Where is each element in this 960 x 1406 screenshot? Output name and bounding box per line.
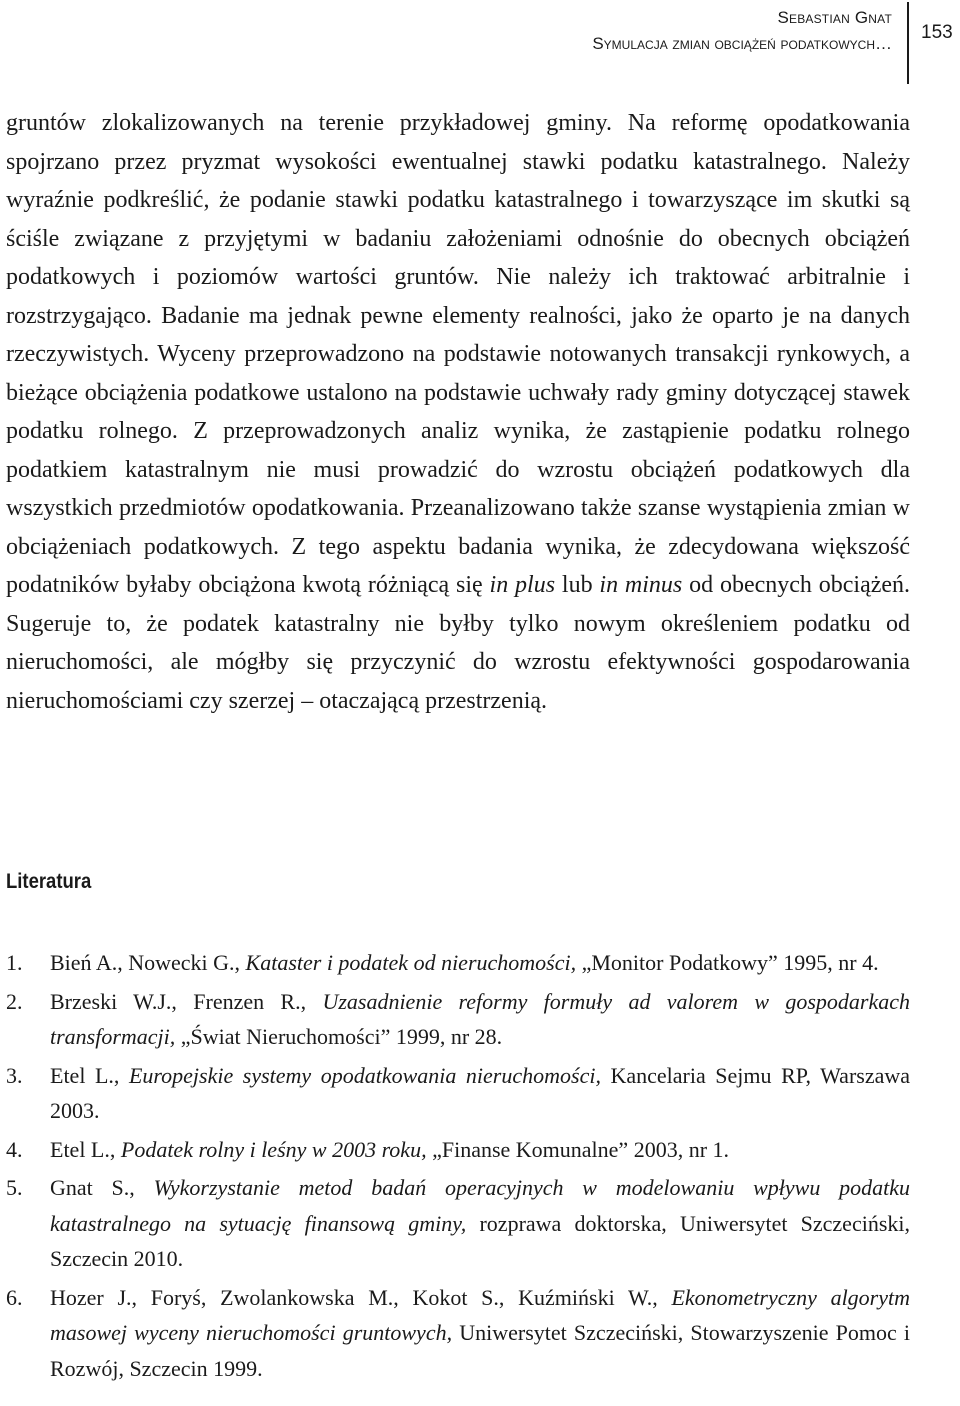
reference-item xyxy=(6,1058,910,1129)
reference-number: 2. xyxy=(6,988,23,1014)
reference-title: Ekonometryczny algorytm masowej wyceny nieruchomości gruntowych, xyxy=(50,1284,911,1345)
reference-authors: Etel L., xyxy=(50,1136,116,1162)
reference-source: „Finanse Komunalne” 2003, nr 1. xyxy=(432,1136,730,1162)
body-text-part-2: od obecnych obciążeń. Sugeruje to, że podatek katastralny nie byłby tylko nowym określeniem podatku od nieruchomości, ale mógłby się przyczynić do wzrostu efektywności gospodarowania nieruchomościami czy szerzej – otaczającą przestrzenią. xyxy=(6,572,911,714)
reference-number: 4. xyxy=(6,1136,23,1162)
reference-list xyxy=(6,945,910,1389)
reference-title: Europejskie systemy opodatkowania nieruchomości, xyxy=(128,1062,601,1088)
reference-authors: Brzeski W.J., Frenzen R., xyxy=(50,988,307,1014)
reference-source: rozprawa doktorska, Uniwersytet Szczeciński, Szczecin 2010. xyxy=(50,1210,910,1271)
body-text-lub: lub xyxy=(561,572,593,598)
term-in-minus: in minus xyxy=(599,572,683,598)
reference-number: 5. xyxy=(6,1175,23,1200)
reference-title: Podatek rolny i leśny w 2003 roku, xyxy=(120,1136,427,1162)
reference-authors: Bień A., Nowecki G., xyxy=(50,950,241,975)
reference-item xyxy=(6,1170,910,1277)
body-paragraph xyxy=(6,104,910,720)
reference-authors: Gnat S., xyxy=(50,1175,135,1200)
reference-title: Uzasadnienie reformy formuły ad valorem w gospodarkach transformacji, xyxy=(50,988,910,1049)
body-text-part-1: gruntów zlokalizowanych na terenie przykładowej gminy. Na reformę opodatkowania spojrzano przez pryzmat wysokości ewentualnej stawki podatku katastralnego. Należy wyraźnie podkreślić, że podanie stawki podatku katastralnego i towarzyszące im skutki są ściśle związane z przyjętymi w badaniu założeniami odnośnie do obecnych obciążeń podatkowych i poziomów wartości gruntów. Nie należy ich traktować arbitralnie i rozstrzygająco. Badanie ma jednak pewne elementy realności, jako że oparto je na danych rzeczywistych. Wyceny przeprowadzono na podstawie notowanych transakcji rynkowych, a bieżące obciążenia podatkowe ustalono na podstawie uchwały rady gminy dotyczącej stawek podatku rolnego. Z przeprowadzonych analiz wynika, że zastąpienie podatku rolnego podatkiem katastralnym nie musi prowadzić do wzrostu obciążeń podatkowych dla wszystkich przedmiotów opodatkowania. Przeanalizowano także szanse wystąpienia zmian w obciążeniach podatkowych. Z tego aspektu badania wynika, że zdecydowana większość podatników byłaby obciążona kwotą różniącą się xyxy=(6,110,910,598)
reference-number: 3. xyxy=(6,1062,23,1088)
running-header xyxy=(0,0,960,84)
reference-authors: Etel L., xyxy=(50,1062,120,1088)
reference-number: 1. xyxy=(6,950,23,975)
reference-title: Wykorzystanie metod badań operacyjnych w modelowaniu wpływu podatku katastralnego na sytuację finansową gminy, xyxy=(50,1175,910,1236)
literature-heading: Literatura xyxy=(6,870,92,893)
term-in-plus: in plus xyxy=(489,572,556,598)
header-running-title: Symulacja zmian obciążeń podatkowych… xyxy=(592,34,892,53)
page-number: 153 xyxy=(921,22,953,43)
reference-item xyxy=(6,945,910,981)
reference-item xyxy=(6,1132,910,1168)
reference-source: „Świat Nieruchomości” 1999, nr 28. xyxy=(180,1024,503,1049)
header-author: Sebastian Gnat xyxy=(777,8,892,27)
reference-source: Uniwersytet Szczeciński, Stowarzyszenie Pomoc i Rozwój, Szczecin 1999. xyxy=(50,1320,911,1381)
reference-source: Kancelaria Sejmu RP, Warszawa 2003. xyxy=(50,1062,911,1123)
header-divider xyxy=(907,2,909,84)
reference-item xyxy=(6,984,910,1055)
reference-title: Kataster i podatek od nieruchomości, xyxy=(245,950,577,975)
reference-number: 6. xyxy=(6,1284,23,1310)
reference-source: „Monitor Podatkowy” 1995, nr 4. xyxy=(581,950,879,975)
reference-authors: Hozer J., Foryś, Zwolankowska M., Kokot S., Kuźmiński W., xyxy=(50,1284,658,1310)
reference-item xyxy=(6,1280,910,1387)
